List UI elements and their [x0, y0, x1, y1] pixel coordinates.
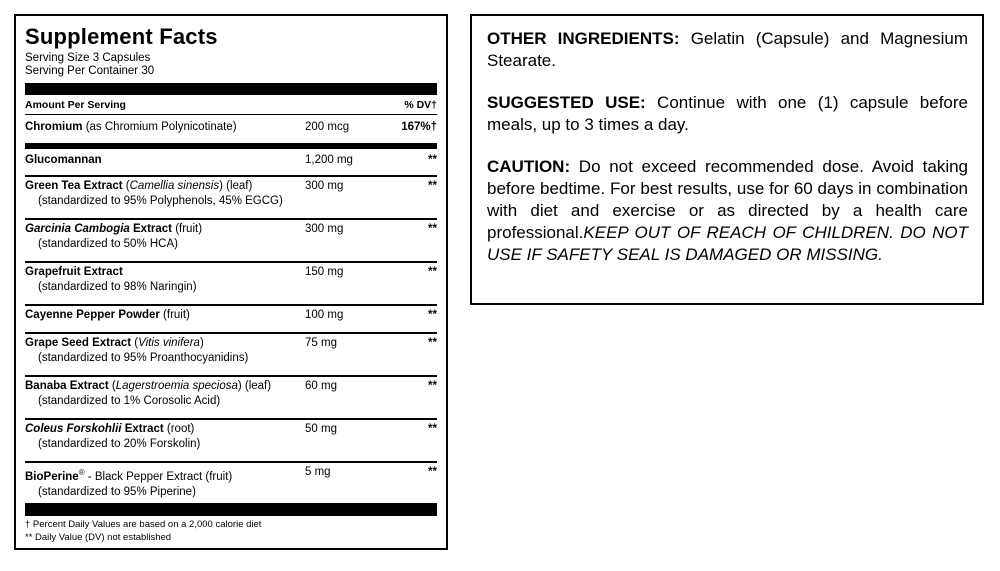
ingredient-detail: (	[122, 180, 130, 192]
ingredient-detail: ) (leaf)	[237, 380, 272, 392]
dv-header: % DV†	[404, 98, 437, 111]
ingredient-dv: **	[428, 309, 437, 321]
ingredient-standardization: (standardized to 1% Corosolic Acid)	[38, 395, 221, 407]
ingredient-amount: 50 mg	[305, 423, 337, 435]
ingredient-dv: **	[428, 423, 437, 435]
suggested-use	[487, 92, 968, 136]
ingredient-name-rest: Extract	[129, 223, 172, 235]
ingredient-detail: ) (leaf)	[219, 180, 253, 192]
ingredient-standardization: (standardized to 20% Forskolin)	[38, 438, 201, 450]
ingredient-name: Cayenne Pepper Powder	[25, 309, 160, 321]
ingredient-name: Grape Seed Extract	[25, 337, 132, 349]
other-ingredients-text: Gelatin (Capsule) and Magnesium Stearate.	[487, 29, 969, 70]
ingredient-row	[25, 420, 437, 463]
ingredient-amount: 300 mg	[305, 223, 344, 235]
ingredient-amount: 60 mg	[305, 380, 337, 392]
ingredient-name: Glucomannan	[25, 154, 102, 166]
ingredient-amount: 75 mg	[305, 337, 337, 349]
ingredient-dv: **	[428, 223, 437, 235]
divider-thick	[25, 503, 437, 516]
ingredient-row	[25, 220, 437, 263]
suggested-use-label: SUGGESTED USE:	[487, 93, 646, 112]
ingredient-detail: (	[108, 380, 116, 392]
ingredient-name: BioPerine	[25, 470, 79, 483]
ingredient-name-rest: Extract	[121, 423, 164, 435]
ingredient-dv: **	[428, 180, 437, 192]
ingredient-amount: 1,200 mg	[305, 154, 353, 166]
ingredient-detail: (fruit)	[172, 223, 203, 235]
ingredient-latin: Vitis vinifera	[138, 337, 200, 349]
ingredient-standardization: (standardized to 50% HCA)	[38, 238, 178, 250]
ingredient-standardization: (standardized to 98% Naringin)	[38, 281, 197, 293]
ingredient-row	[25, 263, 437, 306]
ingredient-row	[25, 177, 437, 220]
suggested-use-text: Continue with one (1) capsule before meals, up to 3 times a day.	[487, 93, 968, 134]
amount-header: Amount Per Serving	[25, 98, 126, 111]
ingredient-dv: **	[428, 466, 437, 478]
ingredient-name: Grapefruit Extract	[25, 266, 123, 278]
servings-per-container: Serving Per Container 30	[25, 65, 155, 77]
ingredient-row	[25, 334, 437, 377]
ingredient-amount: 150 mg	[305, 266, 344, 278]
nutrient-dv: 167%†	[401, 121, 437, 133]
ingredient-name: Coleus Forskohlii	[25, 423, 122, 435]
facts-title: Supplement Facts	[25, 24, 218, 49]
ingredient-detail: (root)	[163, 423, 195, 435]
nutrient-name: Chromium	[25, 121, 83, 133]
footnotes	[25, 516, 437, 544]
other-ingredients-label: OTHER INGREDIENTS:	[487, 29, 680, 48]
other-ingredients	[487, 28, 968, 72]
nutrient-amount: 200 mcg	[305, 121, 350, 133]
other-info-panel	[470, 14, 984, 305]
ingredient-name: Green Tea Extract	[25, 180, 123, 192]
nutrient-row-chromium	[25, 115, 437, 143]
caution-text: Do not exceed recommended dose. Avoid taking before bedtime. For best results, use for 60 days in combination with diet and exercise or as directed by a health care professional.	[487, 157, 968, 242]
ingredient-row	[25, 306, 437, 334]
ingredient-dv: **	[428, 154, 437, 166]
ingredient-detail: (	[131, 337, 139, 349]
serving-size: Serving Size 3 Capsules	[25, 52, 151, 64]
ingredient-amount: 100 mg	[305, 309, 344, 321]
divider-thick	[25, 83, 437, 95]
ingredient-row	[25, 149, 437, 177]
ingredient-standardization: (standardized to 95% Piperine)	[38, 485, 196, 498]
ingredient-name: Banaba Extract	[25, 380, 109, 392]
ingredient-amount: 5 mg	[305, 466, 331, 478]
ingredient-detail: )	[199, 337, 204, 349]
ingredient-latin: Camellia sinensis	[129, 180, 220, 192]
ingredient-row	[25, 377, 437, 420]
supplement-facts-panel	[14, 14, 448, 550]
column-header	[25, 95, 437, 115]
footnote-dv-basis: † Percent Daily Values are based on a 2,000 calorie diet	[25, 519, 262, 530]
caution-warning: KEEP OUT OF REACH OF CHILDREN. DO NOT USE IF SAFETY SEAL IS DAMAGED OR MISSING.	[487, 223, 968, 264]
ingredient-latin: Lagerstroemia speciosa	[115, 380, 238, 392]
caution-label: CAUTION:	[487, 157, 571, 176]
ingredient-row	[25, 463, 437, 503]
caution	[487, 156, 968, 266]
ingredient-amount: 300 mg	[305, 180, 344, 192]
ingredient-dv: **	[428, 380, 437, 392]
ingredient-detail: - Black Pepper Extract (fruit)	[84, 470, 233, 483]
footnote-not-established: ** Daily Value (DV) not established	[25, 532, 172, 543]
ingredient-standardization: (standardized to 95% Polyphenols, 45% EGCG)	[38, 195, 283, 207]
registered-mark: ®	[78, 468, 85, 477]
ingredient-standardization: (standardized to 95% Proanthocyanidins)	[38, 352, 249, 364]
ingredient-dv: **	[428, 337, 437, 349]
nutrient-detail: (as Chromium Polynicotinate)	[82, 121, 237, 133]
ingredient-name: Garcinia Cambogia	[25, 223, 130, 235]
ingredient-dv: **	[428, 266, 437, 278]
ingredient-detail: (fruit)	[159, 309, 190, 321]
